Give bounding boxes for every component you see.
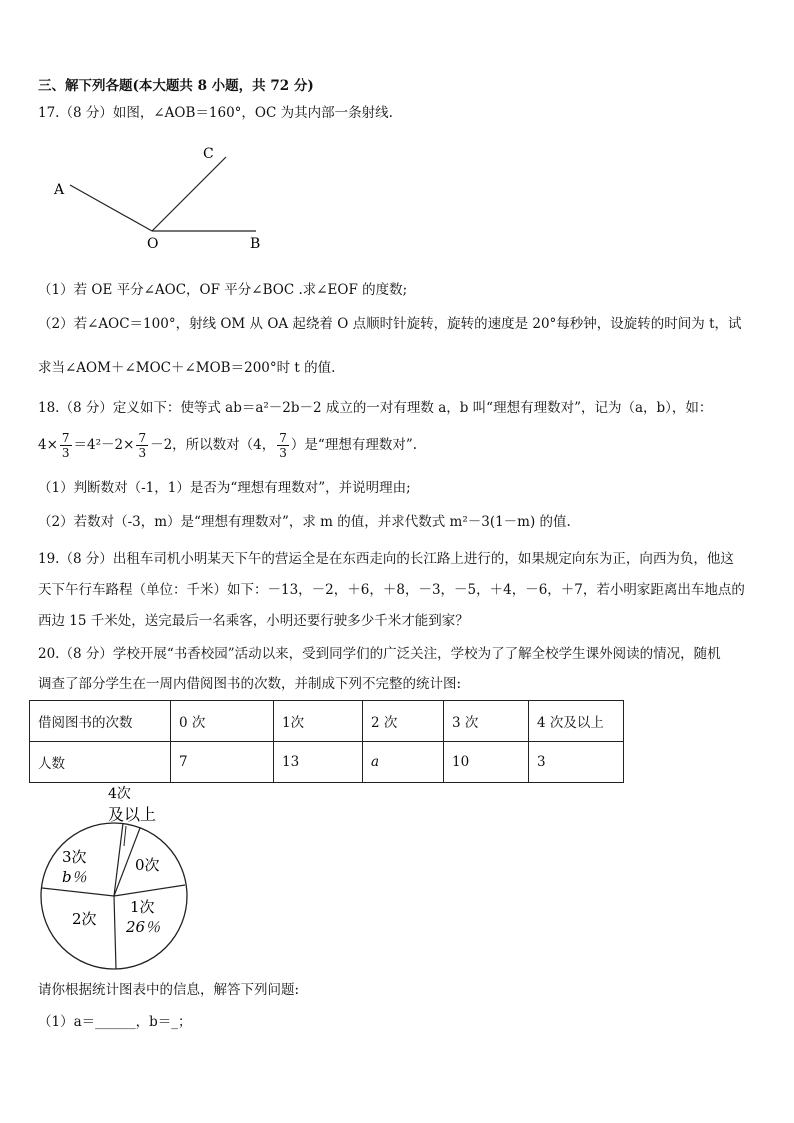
q18-stem: 18.（8 分）定义如下：使等式 ab＝a²－2b－2 成立的一对有理数 a，b 叫“理想有理数对”，记为（a，b），如： (38, 400, 713, 416)
q18-part2: （2）若数对（-3，m）是“理想有理数对”，求 m 的值，并求代数式 m²－3(1－m) 的值. (38, 514, 571, 530)
fraction-2: $\frac{7}{3}$ (138, 431, 147, 460)
pie-label-1-line1: 1次 (130, 898, 155, 916)
pie-label-pointer (124, 826, 126, 846)
eq-left: 4× (38, 437, 58, 453)
label-b: B (250, 236, 261, 252)
eq-mid: ＝4²－2× (73, 437, 135, 453)
pie-divider-3 (42, 888, 114, 896)
label-o: O (147, 236, 159, 252)
q18-part1: （1）判断数对（-1，1）是否为“理想有理数对”，并说明理由; (38, 480, 411, 496)
pie-label-4plus-line2: 及以上 (108, 805, 157, 824)
borrow-stats-table (29, 700, 624, 783)
q20-line2: 调查了部分学生在一周内借阅图书的次数，并制成下列不完整的统计图: (38, 676, 462, 692)
q17-part2-line2: 求当∠AOM＋∠MOC＋∠MOB＝200°时 t 的值. (38, 360, 336, 376)
q17-angle-figure (40, 140, 280, 260)
fraction-1: $\frac{7}{3}$ (61, 431, 70, 460)
ray-oc (152, 157, 226, 231)
pie-label-4plus-line1: 4次 (108, 786, 131, 802)
q17-stem: 17.（8 分）如图，∠AOB＝160°，OC 为其内部一条射线. (38, 105, 393, 121)
ray-oa (70, 185, 152, 231)
q19-line1: 19.（8 分）出租车司机小明某天下午的营运全是在东西走向的长江路上进行的，如果规定向东为正，向西为负，他这 (38, 551, 734, 567)
q17-part1: （1）若 OE 平分∠AOC，OF 平分∠BOC .求∠EOF 的度数; (38, 282, 408, 298)
table-row-counts (30, 742, 624, 783)
q17-part2-line1: （2）若∠AOC＝100°，射线 OM 从 OA 起绕着 O 点顺时针旋转，旋转的速度是 20°每秒钟，设旋转的时间为 t，试 (38, 316, 742, 332)
table-cell: 4 次及以上 (529, 701, 624, 742)
eq-tail: ）是“理想有理数对”. (290, 437, 418, 453)
pie-divider-1 (114, 885, 185, 896)
table-cell: 借阅图书的次数 (30, 701, 171, 742)
q18-example-equation (38, 430, 417, 460)
pie-label-0: 0次 (135, 856, 160, 874)
table-row-header (30, 701, 624, 742)
q19-line3: 西边 15 千米处，送完最后一名乘客，小明还要行驶多少千米才能到家？ (38, 613, 469, 629)
pie-label-2: 2次 (72, 910, 97, 928)
q20-prompt: 请你根据统计图表中的信息，解答下列问题: (38, 982, 300, 998)
table-cell: 3 (529, 742, 624, 783)
label-a: A (54, 182, 65, 198)
table-cell: 人数 (30, 742, 171, 783)
label-c: C (203, 146, 214, 162)
table-cell: 1次 (274, 701, 363, 742)
fraction-3: $\frac{7}{3}$ (279, 431, 287, 460)
pie-divider-2 (114, 896, 116, 969)
q20-part1: （1）a＝______，b＝_； (38, 1014, 192, 1030)
section-title: 三、解下列各题(本大题共 8 小题，共 72 分) (38, 78, 314, 94)
borrow-pie-chart (36, 782, 196, 972)
table-cell: 10 (444, 742, 529, 783)
table-cell: 7 (171, 742, 274, 783)
q20-line1: 20.（8 分）学校开展“书香校园”活动以来，受到同学们的广泛关注，学校为了了解全校学生课外阅读的情况，随机 (38, 646, 721, 662)
table-cell: 2 次 (363, 701, 444, 742)
table-cell: 0 次 (171, 701, 274, 742)
q19-line2: 天下午行车路程（单位：千米）如下：－13，－2，＋6，＋8，－3，－5，＋4，－6，＋7，若小明家距离出车地点的 (38, 582, 745, 598)
pie-label-3-line1: 3次 (62, 848, 87, 866)
table-cell: a (363, 742, 444, 783)
eq-right: －2，所以数对（4， (150, 437, 276, 453)
table-cell: 13 (274, 742, 363, 783)
pie-label-3-line2: b％ (62, 868, 87, 886)
pie-label-1-line2: 26％ (126, 918, 161, 936)
table-cell: 3 次 (444, 701, 529, 742)
